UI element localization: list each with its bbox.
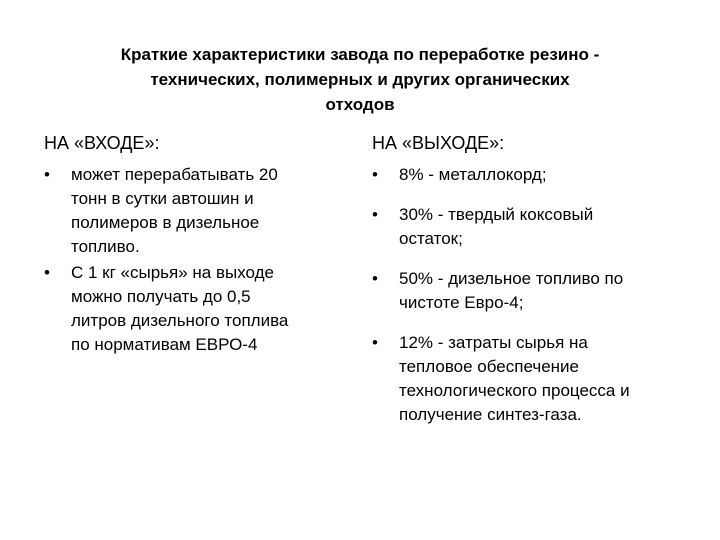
item-line: полимеров в дизельное (71, 213, 260, 232)
item-line: остаток; (399, 229, 463, 248)
output-column (372, 131, 692, 443)
item-line: 50% - дизельное топливо по (399, 269, 624, 288)
item-line: 8% - металлокорд; (399, 165, 547, 184)
list-item (372, 203, 692, 251)
list-item (44, 261, 344, 357)
item-line: С 1 кг «сырья» на выходе (71, 263, 274, 282)
item-line: технологического процесса и (399, 381, 630, 400)
list-item (44, 163, 344, 259)
list-item (372, 331, 692, 427)
title-line: технических, полимерных и других органических (150, 70, 570, 89)
bullet-icon: • (372, 165, 378, 184)
item-line: 30% - твердый коксовый (399, 205, 594, 224)
input-heading: НА «ВХОДЕ»: (44, 133, 160, 153)
item-line: может перерабатывать 20 (71, 165, 278, 184)
title-line: отходов (325, 95, 395, 114)
output-list (372, 163, 692, 427)
item-line: литров дизельного топлива (71, 311, 289, 330)
item-line: 12% - затраты сырья на (399, 333, 588, 352)
title-line: Краткие характеристики завода по переработке резино - (120, 45, 600, 64)
slide-title (40, 42, 680, 117)
item-line: тепловое обеспечение (399, 357, 579, 376)
input-list (44, 163, 344, 357)
input-column (44, 131, 344, 359)
item-line: можно получать до 0,5 (71, 287, 251, 306)
item-line: получение синтез-газа. (399, 405, 582, 424)
item-line: по нормативам ЕВРО-4 (71, 335, 258, 354)
item-line: топливо. (71, 237, 140, 256)
output-heading: НА «ВЫХОДЕ»: (372, 133, 505, 153)
list-item (372, 267, 692, 315)
bullet-icon: • (372, 333, 378, 352)
bullet-icon: • (372, 205, 378, 224)
item-line: чистоте Евро-4; (399, 293, 524, 312)
bullet-icon: • (372, 269, 378, 288)
bullet-icon: • (44, 263, 50, 282)
bullet-icon: • (44, 165, 50, 184)
list-item (372, 163, 692, 187)
item-line: тонн в сутки автошин и (71, 189, 254, 208)
